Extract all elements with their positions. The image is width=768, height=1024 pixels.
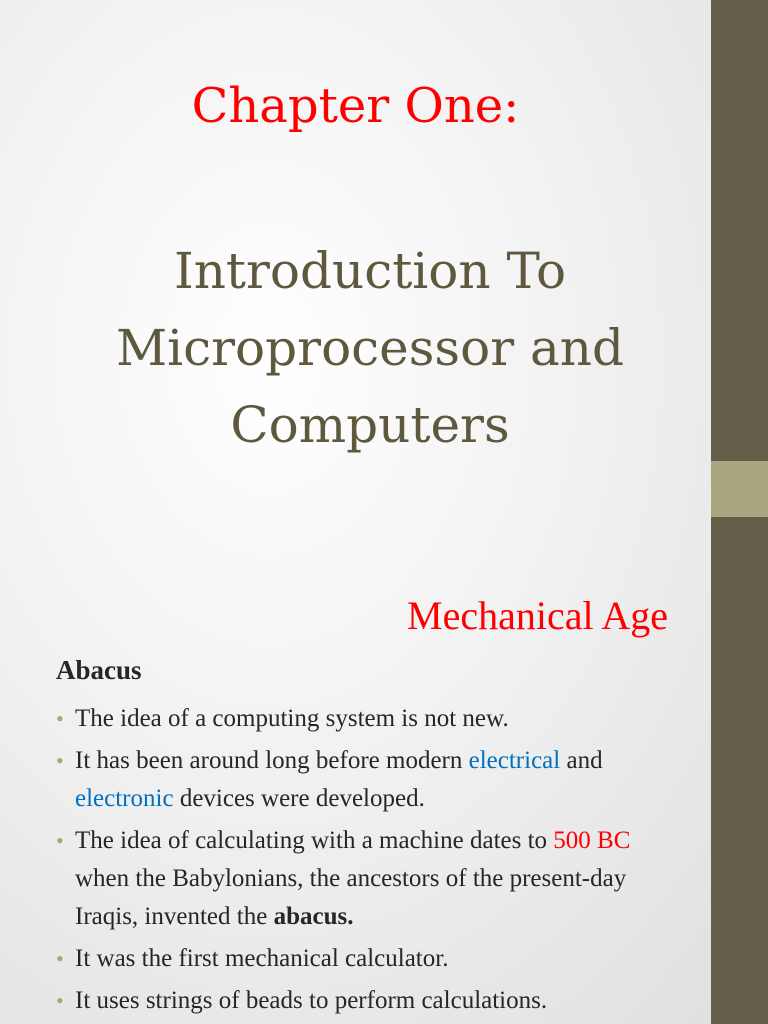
- chapter-title: Chapter One:: [191, 78, 520, 134]
- subtitle-line-3: Computers: [230, 396, 510, 454]
- chapter-subtitle: [0, 233, 740, 464]
- bullet-icon: •: [56, 828, 64, 853]
- sub-heading: Abacus: [56, 655, 142, 685]
- bullet-icon: •: [56, 988, 64, 1013]
- highlight-500bc: 500 BC: [553, 827, 631, 854]
- list-item: [56, 742, 676, 818]
- subtitle-line-2: Microprocessor and: [115, 319, 625, 377]
- list-item: [56, 822, 676, 936]
- list-item: [56, 982, 676, 1020]
- bullet-text: when the Babylonians, the ancestors of the present-day Iraqis, invented the: [75, 865, 627, 930]
- bullet-text: and: [560, 747, 603, 774]
- bullet-text: It was the first mechanical calculator.: [75, 945, 449, 972]
- highlight-electronic: electronic: [75, 785, 174, 812]
- bullet-icon: •: [56, 748, 64, 773]
- section-heading: Mechanical Age: [407, 593, 668, 638]
- highlight-electrical: electrical: [468, 747, 561, 774]
- bullet-text: It uses strings of beads to perform calculations.: [75, 987, 548, 1014]
- highlight-abacus: abacus.: [273, 903, 354, 930]
- bullet-icon: •: [56, 946, 64, 971]
- subtitle-line-1: Introduction To: [173, 242, 567, 300]
- sidebar-accent-block: [711, 461, 768, 517]
- list-item: [56, 700, 676, 738]
- list-item: [56, 940, 676, 978]
- bullet-list: [56, 700, 676, 1024]
- bullet-text: It has been around long before modern: [75, 747, 469, 774]
- bullet-icon: •: [56, 706, 64, 731]
- bullet-text: devices were developed.: [173, 785, 425, 812]
- bullet-text: The idea of calculating with a machine dates to: [75, 827, 554, 854]
- bullet-text: The idea of a computing system is not new.: [75, 705, 509, 732]
